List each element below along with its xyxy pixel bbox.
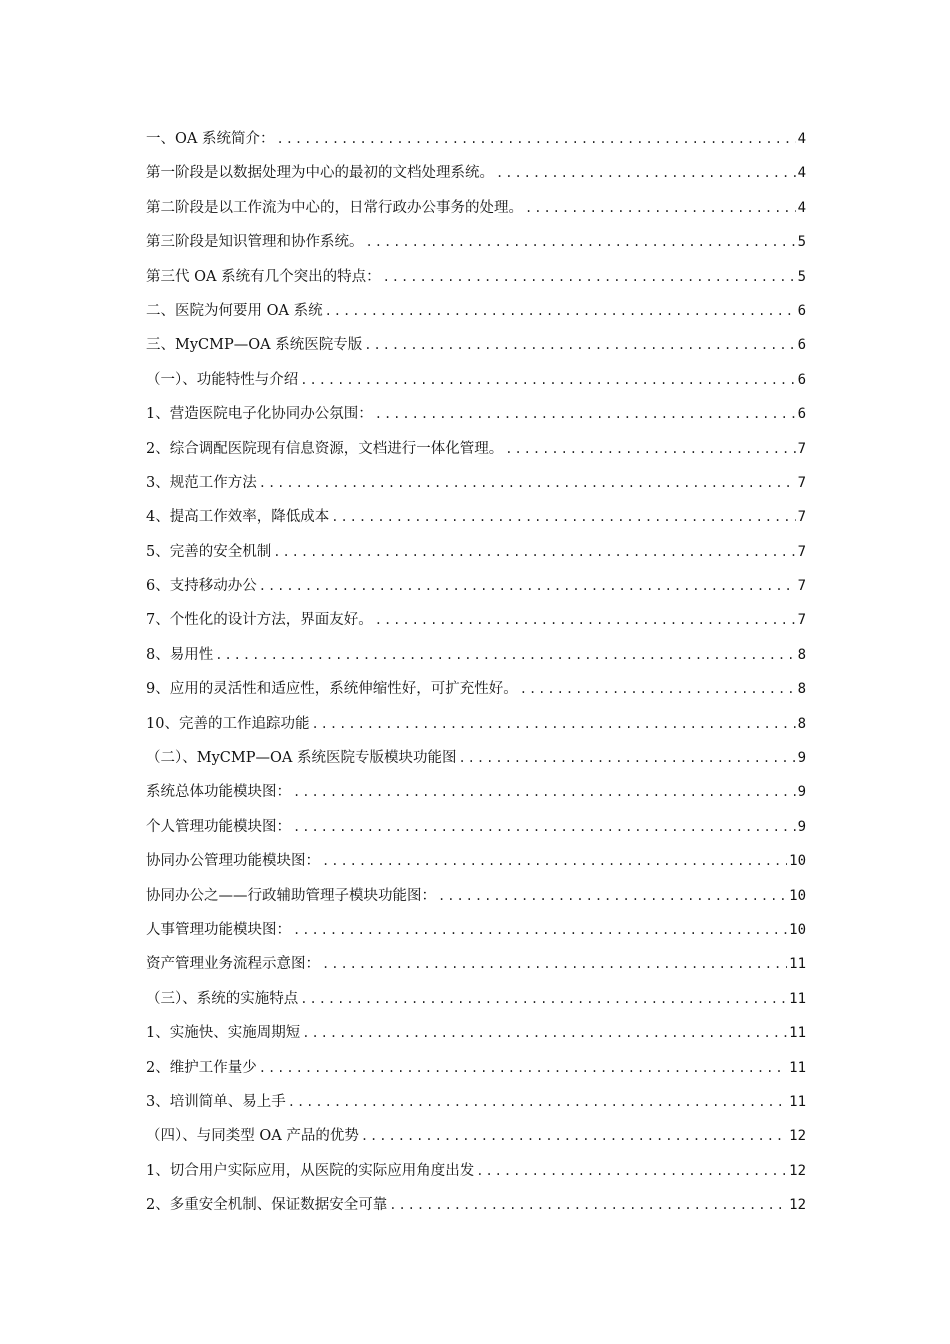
dot-leader — [322, 844, 787, 878]
dot-leader — [288, 1085, 787, 1119]
dot-leader — [389, 1188, 787, 1222]
toc-entry-title: 三、MyCMP—OA 系统医院专版 — [146, 337, 363, 354]
table-of-contents — [146, 122, 806, 1223]
toc-entry[interactable] — [146, 569, 806, 603]
toc-page-number: 6 — [797, 337, 806, 354]
dot-leader — [215, 638, 795, 672]
dot-leader — [302, 1016, 787, 1050]
toc-page-number: 11 — [789, 956, 806, 973]
toc-entry-title: 9、应用的灵活性和适应性，系统伸缩性好，可扩充性好。 — [146, 681, 518, 698]
toc-entry[interactable] — [146, 397, 806, 431]
toc-entry[interactable] — [146, 225, 806, 259]
toc-entry-title: 1、实施快、实施周期短 — [146, 1025, 301, 1042]
toc-page-number: 7 — [797, 543, 806, 560]
dot-leader — [325, 294, 796, 328]
toc-entry-title: 1、营造医院电子化协同办公氛围： — [146, 406, 373, 423]
toc-entry[interactable] — [146, 879, 806, 913]
dot-leader — [505, 432, 795, 466]
toc-page-number: 11 — [789, 1093, 806, 1110]
toc-page-number: 10 — [789, 853, 806, 870]
toc-entry[interactable] — [146, 1119, 806, 1153]
dot-leader — [458, 741, 795, 775]
toc-entry-title: 人事管理功能模块图： — [146, 921, 291, 938]
toc-entry[interactable] — [146, 156, 806, 190]
dot-leader — [496, 156, 796, 190]
toc-page-number: 6 — [797, 302, 806, 319]
dot-leader — [331, 500, 795, 534]
toc-entry-title: 4、提高工作效率，降低成本 — [146, 509, 330, 526]
toc-entry[interactable] — [146, 432, 806, 466]
toc-entry[interactable] — [146, 913, 806, 947]
toc-entry[interactable] — [146, 741, 806, 775]
toc-page-number: 6 — [797, 406, 806, 423]
toc-entry-title: 7、个性化的设计方法，界面友好。 — [146, 612, 373, 629]
toc-entry-title: 3、规范工作方法 — [146, 474, 257, 491]
dot-leader — [364, 328, 795, 362]
toc-entry-title: 协同办公之——行政辅助管理子模块功能图： — [146, 887, 436, 904]
toc-entry[interactable] — [146, 947, 806, 981]
dot-leader — [375, 397, 796, 431]
dot-leader — [525, 191, 796, 225]
toc-entry-title: 10、完善的工作追踪功能 — [146, 715, 310, 732]
dot-leader — [366, 225, 796, 259]
toc-entry[interactable] — [146, 1085, 806, 1119]
dot-leader — [273, 535, 795, 569]
toc-entry-title: 个人管理功能模块图： — [146, 818, 291, 835]
dot-leader — [383, 260, 796, 294]
toc-page-number: 8 — [797, 646, 806, 663]
toc-page-number: 6 — [797, 371, 806, 388]
toc-entry-title: 6、支持移动办公 — [146, 578, 257, 595]
toc-page-number: 7 — [797, 509, 806, 526]
toc-page-number: 7 — [797, 612, 806, 629]
toc-entry[interactable] — [146, 466, 806, 500]
dot-leader — [259, 1051, 787, 1085]
toc-entry-title: （四）、与同类型 OA 产品的优势 — [146, 1128, 359, 1145]
toc-entry[interactable] — [146, 810, 806, 844]
toc-entry[interactable] — [146, 1188, 806, 1222]
toc-entry-title: 第三代 OA 系统有几个突出的特点： — [146, 268, 381, 285]
toc-page-number: 11 — [789, 1059, 806, 1076]
toc-entry-title: 二、医院为何要用 OA 系统 — [146, 302, 323, 319]
dot-leader — [438, 879, 787, 913]
dot-leader — [276, 122, 795, 156]
toc-entry[interactable] — [146, 707, 806, 741]
toc-entry-title: 2、多重安全机制、保证数据安全可靠 — [146, 1197, 388, 1214]
toc-entry[interactable] — [146, 982, 806, 1016]
toc-entry-title: 3、培训简单、易上手 — [146, 1093, 286, 1110]
dot-leader — [520, 672, 796, 706]
toc-entry[interactable] — [146, 294, 806, 328]
toc-page-number: 4 — [797, 131, 806, 147]
dot-leader — [300, 363, 795, 397]
toc-entry[interactable] — [146, 775, 806, 809]
toc-entry[interactable] — [146, 191, 806, 225]
toc-entry-title: 第一阶段是以数据处理为中心的最初的文档处理系统。 — [146, 165, 494, 182]
toc-entry-title: （二）、MyCMP—OA 系统医院专版模块功能图 — [146, 750, 457, 767]
toc-page-number: 12 — [789, 1197, 806, 1214]
toc-entry[interactable] — [146, 500, 806, 534]
toc-entry[interactable] — [146, 672, 806, 706]
toc-entry[interactable] — [146, 122, 806, 156]
toc-entry[interactable] — [146, 844, 806, 878]
toc-entry-title: 第三阶段是知识管理和协作系统。 — [146, 234, 364, 251]
toc-page-number: 10 — [789, 921, 806, 938]
toc-page-number: 5 — [797, 234, 806, 251]
toc-page-number: 9 — [797, 784, 806, 801]
toc-entry-title: 2、综合调配医院现有信息资源，文档进行一体化管理。 — [146, 440, 504, 457]
dot-leader — [259, 466, 796, 500]
dot-leader — [293, 775, 796, 809]
toc-page-number: 4 — [797, 199, 806, 216]
toc-page-number: 11 — [789, 1025, 806, 1042]
toc-page-number: 4 — [797, 165, 806, 182]
toc-entry[interactable] — [146, 260, 806, 294]
dot-leader — [375, 603, 796, 637]
dot-leader — [322, 947, 787, 981]
toc-page-number: 5 — [797, 268, 806, 285]
toc-entry-title: 第二阶段是以工作流为中心的，日常行政办公事务的处理。 — [146, 199, 523, 216]
dot-leader — [293, 913, 787, 947]
toc-entry[interactable] — [146, 1016, 806, 1050]
dot-leader — [300, 982, 787, 1016]
toc-entry[interactable] — [146, 1051, 806, 1085]
toc-page-number: 7 — [797, 440, 806, 457]
toc-entry-title: （三）、系统的实施特点 — [146, 990, 299, 1007]
dot-leader — [259, 569, 796, 603]
toc-entry[interactable] — [146, 535, 806, 569]
dot-leader — [311, 707, 795, 741]
toc-entry[interactable] — [146, 363, 806, 397]
toc-page-number: 12 — [789, 1128, 806, 1145]
toc-entry-title: 系统总体功能模块图： — [146, 784, 291, 801]
toc-entry-title: 8、易用性 — [146, 646, 214, 663]
dot-leader — [361, 1119, 787, 1153]
toc-page-number: 9 — [797, 818, 806, 835]
toc-page-number: 7 — [797, 474, 806, 491]
toc-entry[interactable] — [146, 603, 806, 637]
toc-entry[interactable] — [146, 638, 806, 672]
toc-entry-title: 协同办公管理功能模块图： — [146, 853, 320, 870]
dot-leader — [293, 810, 796, 844]
dot-leader — [476, 1154, 787, 1188]
toc-page-number: 8 — [797, 715, 806, 732]
toc-entry-title: 一、OA 系统简介： — [146, 131, 275, 147]
toc-page-number: 9 — [797, 750, 806, 767]
toc-page-number: 7 — [797, 578, 806, 595]
toc-entry[interactable] — [146, 328, 806, 362]
toc-entry[interactable] — [146, 1154, 806, 1188]
toc-page-number: 11 — [789, 990, 806, 1007]
toc-page-number: 12 — [789, 1162, 806, 1179]
toc-entry-title: （一）、功能特性与介绍 — [146, 371, 299, 388]
toc-entry-title: 5、完善的安全机制 — [146, 543, 272, 560]
toc-entry-title: 1、切合用户实际应用，从医院的实际应用角度出发 — [146, 1162, 475, 1179]
toc-entry-title: 2、维护工作量少 — [146, 1059, 257, 1076]
toc-page-number: 8 — [797, 681, 806, 698]
toc-entry-title: 资产管理业务流程示意图： — [146, 956, 320, 973]
toc-page-number: 10 — [789, 887, 806, 904]
